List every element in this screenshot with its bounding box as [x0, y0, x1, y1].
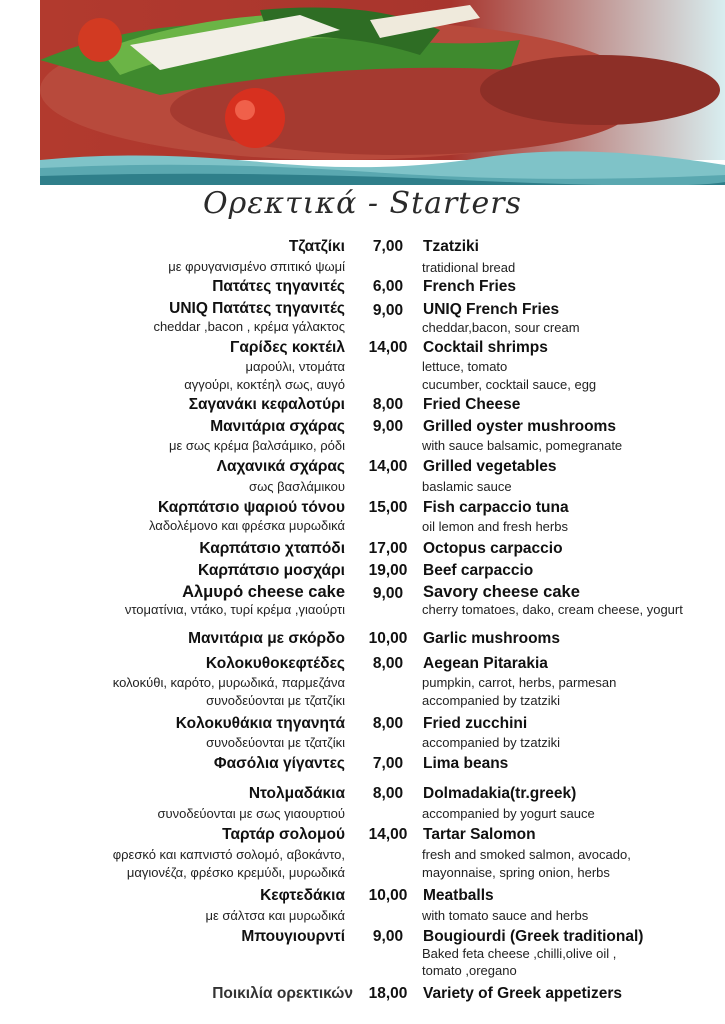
- item-price: 8,00: [372, 715, 404, 732]
- item-name-greek: Φασόλια γίγαντες: [213, 755, 345, 772]
- item-name-greek: UNIQ Πατάτες τηγανιτές: [169, 300, 345, 317]
- item-name-english: UNIQ French Fries: [423, 301, 560, 318]
- item-description-greek: συνοδεύονται με σως γιαουρτιού: [157, 806, 345, 821]
- item-description-greek: αγγούρι, κοκτέηλ σως, αυγό: [184, 377, 345, 392]
- item-description-greek: με φρυγανισμένο σπιτικό ψωμί: [168, 259, 345, 274]
- item-name-english: Fried zucchini: [423, 715, 528, 732]
- item-price: 7,00: [372, 238, 404, 255]
- item-description-english: lettuce, tomato: [422, 359, 508, 374]
- item-price: 8,00: [372, 785, 404, 802]
- item-name-english: Grilled oyster mushrooms: [423, 418, 616, 435]
- item-price: 9,00: [372, 928, 404, 945]
- item-name-english: Dolmadakia(tr.greek): [423, 785, 577, 802]
- item-name-english: Octopus carpaccio: [423, 540, 563, 557]
- item-description-english: pumpkin, carrot, herbs, parmesan: [422, 675, 617, 690]
- item-price: 9,00: [372, 418, 404, 435]
- item-description-english: cucumber, cocktail sauce, egg: [422, 377, 597, 392]
- item-description-english: accompanied by tzatziki: [422, 693, 561, 708]
- item-name-greek: Καρπάτσιο μοσχάρι: [197, 562, 345, 579]
- item-name-greek: Μανιτάρια με σκόρδο: [188, 630, 345, 647]
- item-description-english: cheddar,bacon, sour cream: [422, 320, 580, 335]
- item-description-greek: φρεσκό και καπνιστό σολομό, αβοκάντο,: [112, 847, 345, 862]
- item-price: 14,00: [368, 458, 408, 475]
- item-name-english: Fried Cheese: [423, 396, 521, 413]
- item-description-english: mayonnaise, spring onion, herbs: [422, 865, 610, 880]
- item-price: 10,00: [368, 887, 408, 904]
- item-price: 8,00: [372, 396, 404, 413]
- item-price: 8,00: [372, 655, 404, 672]
- item-name-greek: Κεφτεδάκια: [260, 887, 345, 904]
- item-name-greek: Πατάτες τηγανιτές: [212, 278, 345, 295]
- item-description-english: with tomato sauce and herbs: [422, 908, 589, 923]
- item-name-greek: Γαρίδες κοκτέιλ: [230, 339, 345, 356]
- item-name-greek: Κολοκυθάκια τηγανητά: [175, 715, 345, 732]
- item-name-english: Variety of Greek appetizers: [423, 985, 623, 1002]
- item-name-english: Aegean Pitarakia: [423, 655, 548, 672]
- item-description-english: oil lemon and fresh herbs: [422, 519, 568, 534]
- item-price: 15,00: [368, 499, 408, 516]
- item-price: 14,00: [368, 826, 408, 843]
- item-name-english: Lima beans: [423, 755, 509, 772]
- item-description-greek: συνοδεύονται με τζατζίκι: [206, 735, 345, 750]
- item-name-english: Tartar Salomon: [423, 826, 536, 843]
- item-price: 10,00: [368, 630, 408, 647]
- item-description-english: tratidional bread: [422, 260, 516, 275]
- item-price: 7,00: [372, 755, 404, 772]
- item-name-greek: Σαγανάκι κεφαλοτύρι: [188, 396, 345, 413]
- item-name-greek: Καρπάτσιο χταπόδι: [199, 540, 345, 557]
- item-description-english: accompanied by tzatziki: [422, 735, 561, 750]
- item-description-greek: ντοματίνια, ντάκο, τυρί κρέμα ,γιαούρτι: [124, 602, 345, 617]
- item-description-english: tomato ,oregano: [422, 963, 517, 978]
- item-name-english: Fish carpaccio tuna: [423, 499, 569, 516]
- item-price: 19,00: [368, 562, 408, 579]
- item-name-greek: Λαχανικά σχάρας: [216, 458, 345, 475]
- item-name-greek: Ποικιλία ορεκτικών: [212, 985, 353, 1002]
- item-description-greek: σως βασλάμικου: [249, 479, 345, 494]
- item-description-greek: με σως κρέμα βαλσάμικο, ρόδι: [168, 438, 345, 453]
- item-description-greek: cheddar ,bacon , κρέμα γάλακτος: [153, 319, 345, 334]
- item-description-english: accompanied by yogurt sauce: [422, 806, 595, 821]
- item-name-greek: Μανιτάρια σχάρας: [210, 418, 345, 435]
- item-name-greek: Ντολμαδάκια: [248, 785, 345, 802]
- item-name-english: Garlic mushrooms: [423, 630, 560, 647]
- item-description-english: fresh and smoked salmon, avocado,: [422, 847, 631, 862]
- item-price: 17,00: [368, 540, 408, 557]
- item-name-english: Tzatziki: [423, 238, 479, 255]
- item-name-greek: Μπουγιουρντί: [241, 928, 345, 945]
- item-description-english: baslamic sauce: [422, 479, 512, 494]
- item-price: 9,00: [372, 302, 404, 319]
- item-name-english: Bougiourdi (Greek traditional): [423, 928, 644, 945]
- item-name-greek: Τζατζίκι: [288, 238, 345, 255]
- item-description-greek: μαρούλι, ντομάτα: [245, 359, 345, 374]
- item-name-greek: Αλμυρό cheese cake: [182, 583, 345, 601]
- item-name-greek: Ταρτάρ σολομού: [222, 826, 345, 843]
- item-name-greek: Καρπάτσιο ψαριού τόνου: [157, 499, 345, 516]
- item-name-english: Savory cheese cake: [423, 583, 580, 601]
- item-price: 14,00: [368, 339, 408, 356]
- item-name-english: French Fries: [423, 278, 517, 295]
- item-name-greek: Κολοκυθοκεφτέδες: [205, 655, 345, 672]
- item-name-english: Beef carpaccio: [423, 562, 534, 579]
- item-name-english: Cocktail shrimps: [423, 339, 548, 356]
- item-description-english: with sauce balsamic, pomegranate: [422, 438, 623, 453]
- page-title: Ορεκτικά - Starters: [203, 186, 522, 221]
- item-description-greek: κολοκύθι, καρότο, μυρωδικά, παρμεζάνα: [112, 675, 345, 690]
- item-description-greek: συνοδεύονται με τζατζίκι: [206, 693, 345, 708]
- item-price: 6,00: [372, 278, 404, 295]
- item-price: 9,00: [372, 585, 404, 602]
- item-description-greek: μαγιονέζα, φρέσκο κρεμύδι, μυρωδικά: [126, 865, 345, 880]
- item-description-english: cherry tomatoes, dako, cream cheese, yogurt: [422, 602, 683, 617]
- item-name-english: Meatballs: [423, 887, 494, 904]
- item-price: 18,00: [368, 985, 408, 1002]
- item-name-english: Grilled vegetables: [423, 458, 557, 475]
- item-description-greek: λαδολέμονο και φρέσκα μυρωδικά: [149, 518, 345, 533]
- item-description-english: Baked feta cheese ,chilli,olive oil ,: [422, 946, 617, 961]
- item-description-greek: με σάλτσα και μυρωδικά: [205, 908, 345, 923]
